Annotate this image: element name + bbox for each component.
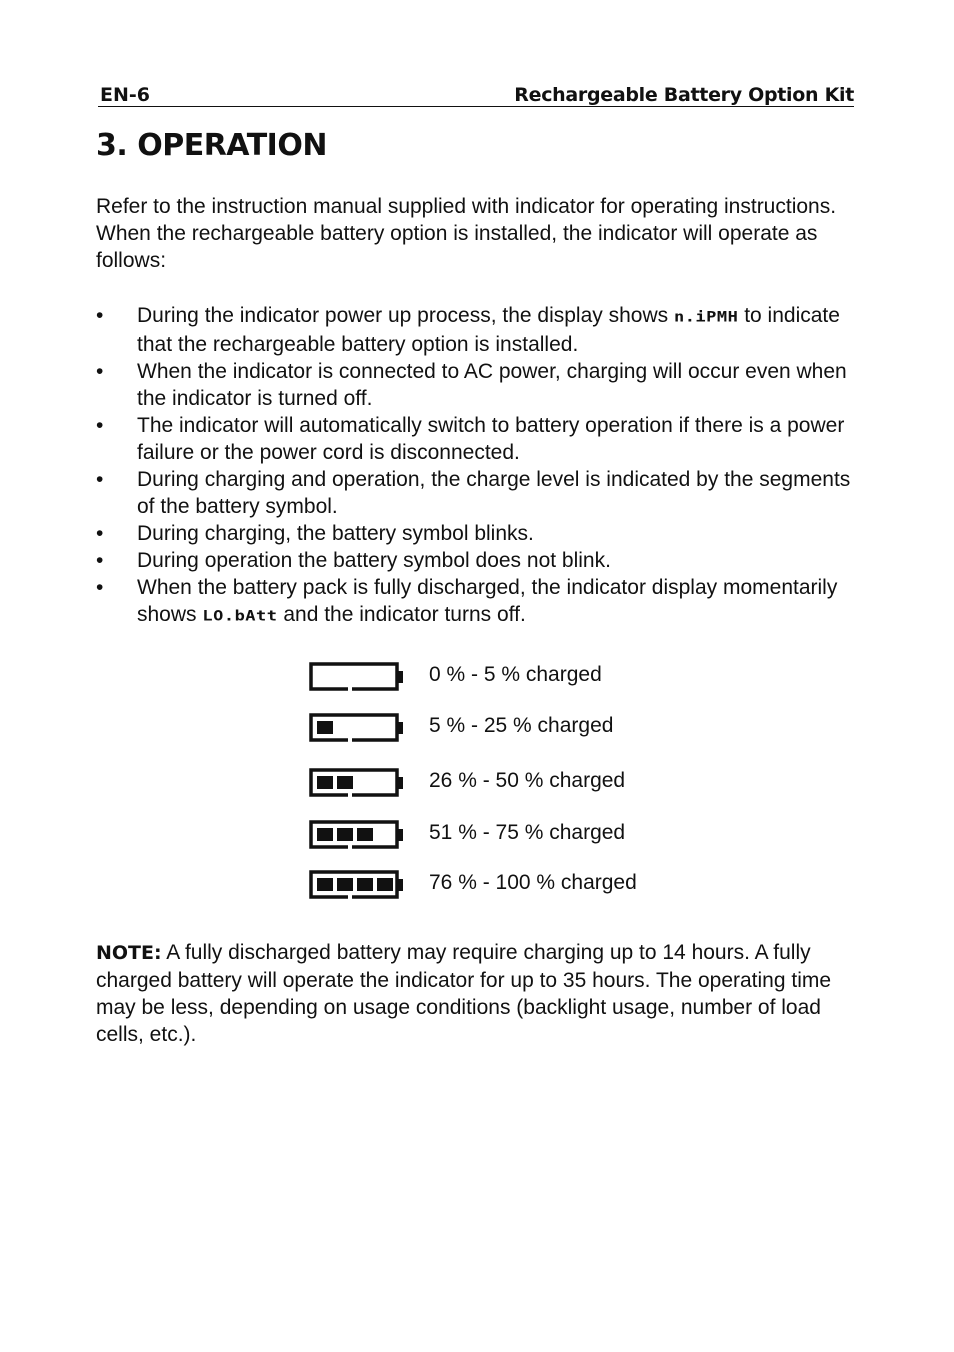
battery-level-label: 0 % - 5 % charged <box>429 663 602 686</box>
battery-outline <box>311 715 397 740</box>
bullet-marker: • <box>96 549 104 572</box>
battery-segment <box>337 776 353 789</box>
battery-level-row <box>308 869 728 903</box>
list-item <box>96 358 858 412</box>
battery-segment <box>337 828 353 841</box>
intro-paragraph: Refer to the instruction manual supplied with indicator for operating instructions. When the rechargeable battery option is installed, the indicator will operate as follows: <box>96 195 837 272</box>
bullet-text: During charging and operation, the charge level is indicated by the segments of the battery symbol. <box>137 468 851 518</box>
list-item <box>96 466 858 520</box>
page-number: EN-6 <box>100 84 150 106</box>
list-item <box>96 574 858 630</box>
battery-outline <box>311 664 397 689</box>
bullet-marker: • <box>96 304 104 327</box>
battery-level-row <box>308 661 728 695</box>
battery-segment <box>377 878 393 891</box>
battery-level-row <box>308 712 728 746</box>
battery-outline-gap <box>348 845 352 849</box>
battery-icon <box>308 869 408 903</box>
document-title: Rechargeable Battery Option Kit <box>514 84 854 106</box>
bullet-text: During operation the battery symbol does not blink. <box>137 549 611 572</box>
bullet-marker: • <box>96 360 104 383</box>
operation-bullet-list <box>96 302 858 630</box>
battery-terminal <box>397 671 403 683</box>
bullet-text: and the indicator turns off. <box>277 603 526 626</box>
battery-level-label: 51 % - 75 % charged <box>429 821 626 844</box>
battery-segment <box>337 878 353 891</box>
battery-outline <box>311 770 397 795</box>
battery-terminal <box>397 722 403 734</box>
list-item <box>96 520 858 547</box>
battery-outline <box>311 872 397 897</box>
bullet-text: During charging, the battery symbol blinks. <box>137 522 534 545</box>
battery-level-row <box>308 819 728 853</box>
battery-segment <box>317 828 333 841</box>
battery-segment <box>317 878 333 891</box>
bullet-marker: • <box>96 414 104 437</box>
bullet-marker: • <box>96 468 104 491</box>
battery-terminal <box>397 879 403 891</box>
battery-level-label: 76 % - 100 % charged <box>429 871 637 894</box>
bullet-marker: • <box>96 522 104 545</box>
battery-level-label: 5 % - 25 % charged <box>429 714 614 737</box>
battery-outline-gap <box>348 895 352 899</box>
display-readout-lobatt: LO.bAtt <box>202 607 278 625</box>
battery-icon <box>308 767 408 801</box>
battery-icon <box>308 712 408 746</box>
battery-terminal <box>397 829 403 841</box>
battery-outline <box>311 822 397 847</box>
list-item <box>96 547 858 574</box>
battery-icon <box>308 661 408 695</box>
list-item <box>96 412 858 466</box>
battery-segment <box>357 878 373 891</box>
display-readout-nimax: n.iPMH <box>673 308 739 326</box>
bullet-text: to indicate that the rechargeable battery option is installed. <box>137 304 840 356</box>
note-paragraph <box>96 939 856 1048</box>
battery-outline-gap <box>348 738 352 742</box>
battery-outline-gap <box>348 793 352 797</box>
bullet-text: The indicator will automatically switch to battery operation if there is a power failure or the power cord is disconnected. <box>137 414 845 464</box>
list-item <box>96 302 858 358</box>
battery-segment <box>317 721 333 734</box>
battery-icon <box>308 819 408 853</box>
bullet-text: When the indicator is connected to AC power, charging will occur even when the indicator is turned off. <box>137 360 847 410</box>
battery-level-row <box>308 767 728 801</box>
battery-outline-gap <box>348 687 352 691</box>
bullet-marker: • <box>96 576 104 599</box>
battery-segment <box>317 776 333 789</box>
page-header <box>98 82 854 107</box>
battery-level-label: 26 % - 50 % charged <box>429 769 626 792</box>
bullet-text: During the indicator power up process, the display shows <box>137 304 674 327</box>
note-label: NOTE: <box>96 942 162 964</box>
note-text: A fully discharged battery may require charging up to 14 hours. A fully charged battery will operate the indicator for up to 35 hours. The operating time may be less, depending on usage conditions (backlight usage, number of load cells, etc.). <box>96 941 832 1046</box>
bullet-text: When the battery pack is fully discharged, the indicator display momentarily shows <box>137 576 838 626</box>
battery-segment <box>357 828 373 841</box>
section-title: 3. OPERATION <box>96 128 327 163</box>
battery-terminal <box>397 777 403 789</box>
